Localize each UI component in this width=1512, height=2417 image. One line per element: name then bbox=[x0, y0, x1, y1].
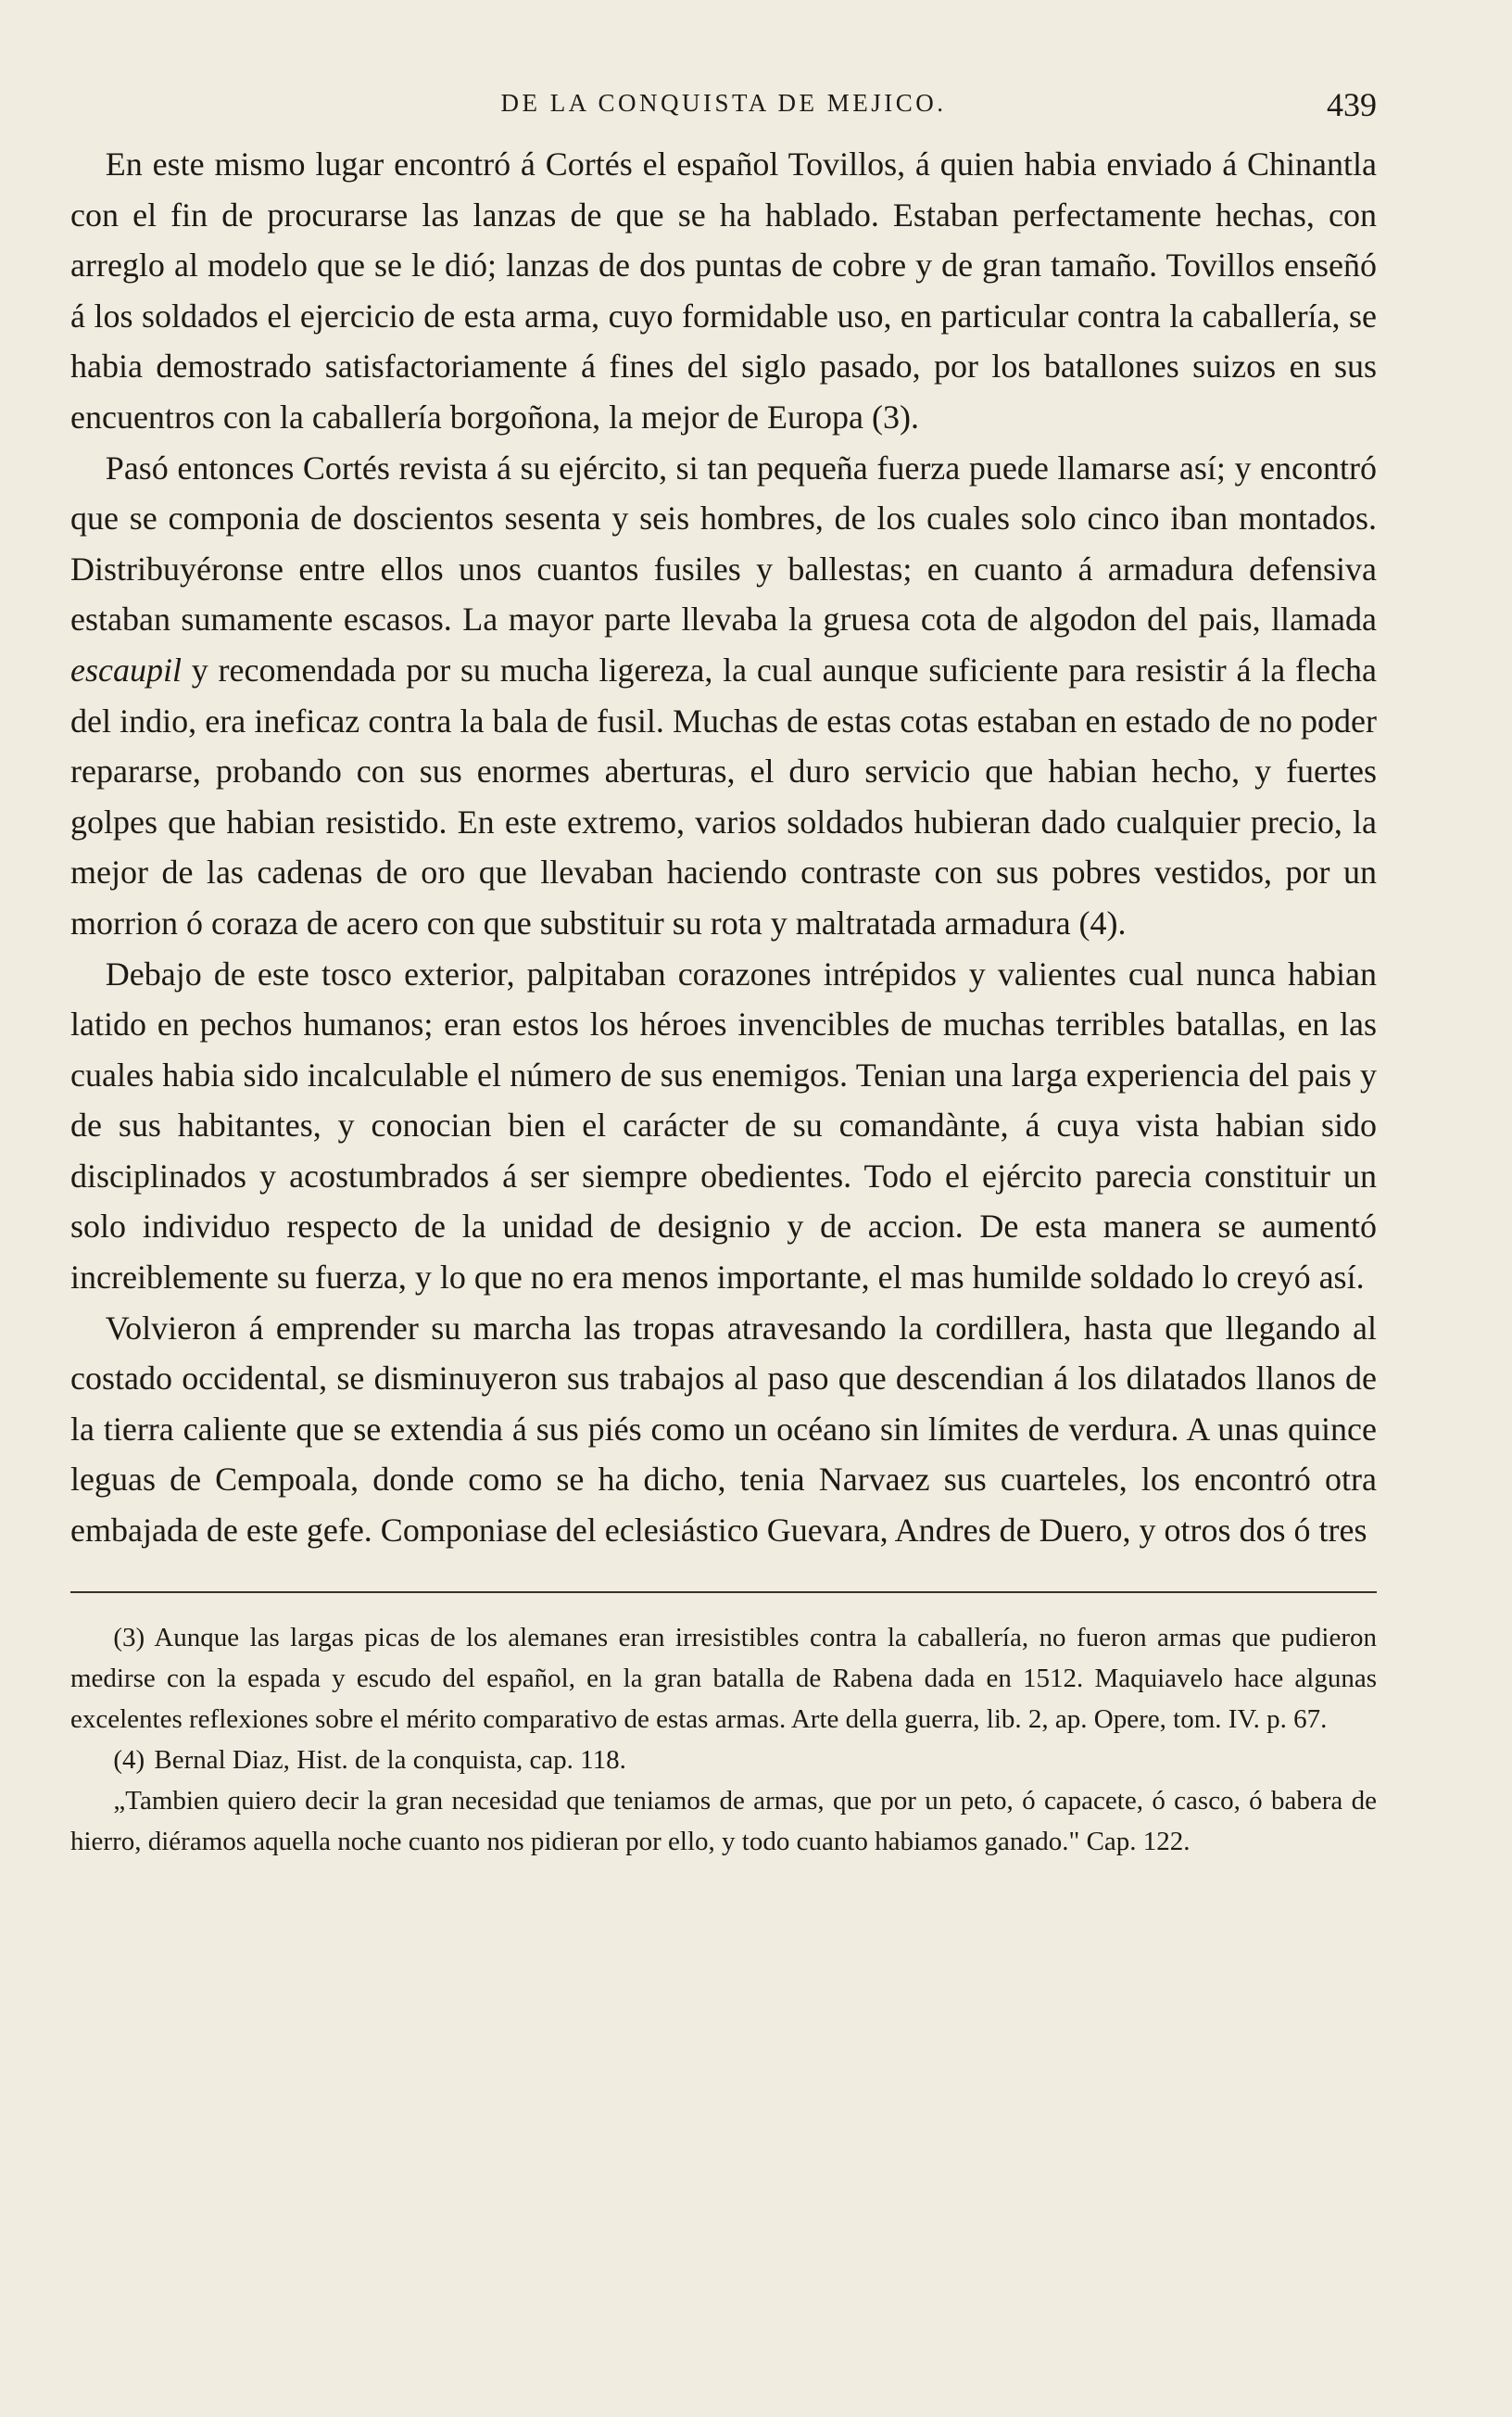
paragraph-2-after-italic: y recomendada por su mucha ligereza, la cual aunque suficiente para resistir á la flecha del indio, era ineficaz contra la bala de fusil. Muchas de estas cotas estaban en estado de no poder repararse, probando con sus enormes aberturas, el duro servicio que habian hecho, y fuertes golpes que habian resistido. En este extremo, varios soldados hubieran dado cualquier precio, la mejor de las cadenas de oro que llevaban haciendo contraste con sus pobres vestidos, por un morrion ó coraza de acero con que substituir su rota y maltratada armadura (4). bbox=[70, 651, 1377, 942]
book-page bbox=[70, 85, 1377, 2356]
footnote-3-text: Aunque las largas picas de los alemanes eran irresistibles contra la caballería, no fueron armas que pudieron medirse con la espada y escudo del español, en la gran batalla de Rabena dada en 1512. Maquiavelo hace algunas excelentes reflexiones sobre el mérito comparativo de estas armas. Arte della guerra, lib. 2, ap. Opere, tom. IV. p. 67. bbox=[70, 1622, 1377, 1734]
paragraph-1: En este mismo lugar encontró á Cortés el español Tovillos, á quien habia enviado á Chinantla con el fin de procurarse las lanzas de que se ha hablado. Estaban perfectamente hechas, con arreglo al modelo que se le dió; lanzas de dos puntas de cobre y de gran tamaño. Tovillos enseñó á los soldados el ejercicio de esta arma, cuyo formidable uso, en particular contra la caballería, se habia demostrado satisfactoriamente á fines del siglo pasado, por los batallones suizos en sus encuentros con la caballería borgoñona, la mejor de Europa (3). bbox=[70, 146, 1377, 436]
footnote-divider bbox=[70, 1591, 1377, 1593]
footnotes bbox=[70, 1617, 1377, 1862]
paragraph-2-before-italic: Pasó entonces Cortés revista á su ejército, si tan pequeña fuerza puede llamarse así; y encontró que se componia de doscientos sesenta y seis hombres, de los cuales solo cinco iban montados. Distribuyéronse entre ellos unos cuantos fusiles y ballestas; en cuanto á armadura defensiva estaban sumamente escasos. La mayor parte llevaba la gruesa cota de algodon del pais, llamada bbox=[70, 449, 1377, 639]
running-head: DE LA CONQUISTA DE MEJICO. bbox=[500, 89, 947, 117]
page-number: 439 bbox=[1327, 86, 1377, 123]
paragraph-4: Volvieron á emprender su marcha las tropas atravesando la cordillera, hasta que llegando al costado occidental, se disminuyeron sus trabajos al paso que descendian á los dilatados llanos de la tierra caliente que se extendia á sus piés como un océano sin límites de verdura. A unas quince leguas de Cempoala, donde como se ha dicho, tenia Narvaez sus cuarteles, los encontró otra embajada de este gefe. Componiase del eclesiástico Guevara, Andres de Duero, y otros dos ó tres bbox=[70, 1309, 1377, 1550]
italic-term: escaupil bbox=[70, 651, 182, 689]
footnote-4 bbox=[70, 1740, 1377, 1780]
page-header bbox=[70, 85, 1377, 133]
footnote-4-text: Bernal Diaz, Hist. de la conquista, cap. 118. bbox=[154, 1744, 626, 1775]
paragraph-3: Debajo de este tosco exterior, palpitaban corazones intrépidos y valientes cual nunca habian latido en pechos humanos; eran estos los héroes invencibles de muchas terribles batallas, en las cuales habia sido incalculable el número de sus enemigos. Tenian una larga experiencia del pais y de sus habitantes, y conocian bien el carácter de su comandànte, á cuya vista habian sido disciplinados y acostumbrados á ser siempre obedientes. Todo el ejército parecia constituir un solo individuo respecto de la unidad de designio y de accion. De esta manera se aumentó increiblemente su fuerza, y lo que no era menos importante, el mas humilde soldado lo creyó así. bbox=[70, 955, 1377, 1297]
footnote-3 bbox=[70, 1617, 1377, 1740]
paragraph-2 bbox=[70, 443, 1377, 949]
footnote-4-quotation: „Tambien quiero decir la gran necesidad que teniamos de armas, que por un peto, ó capacete, ó casco, ó babera de hierro, diéramos aquella noche cuanto nos pidieran por ello, y todo cuanto habiamos ganado." Cap. 122. bbox=[70, 1785, 1377, 1856]
footnote-3-mark: (3) bbox=[113, 1622, 145, 1652]
footnote-4-mark: (4) bbox=[113, 1744, 145, 1775]
main-text bbox=[70, 139, 1377, 1556]
